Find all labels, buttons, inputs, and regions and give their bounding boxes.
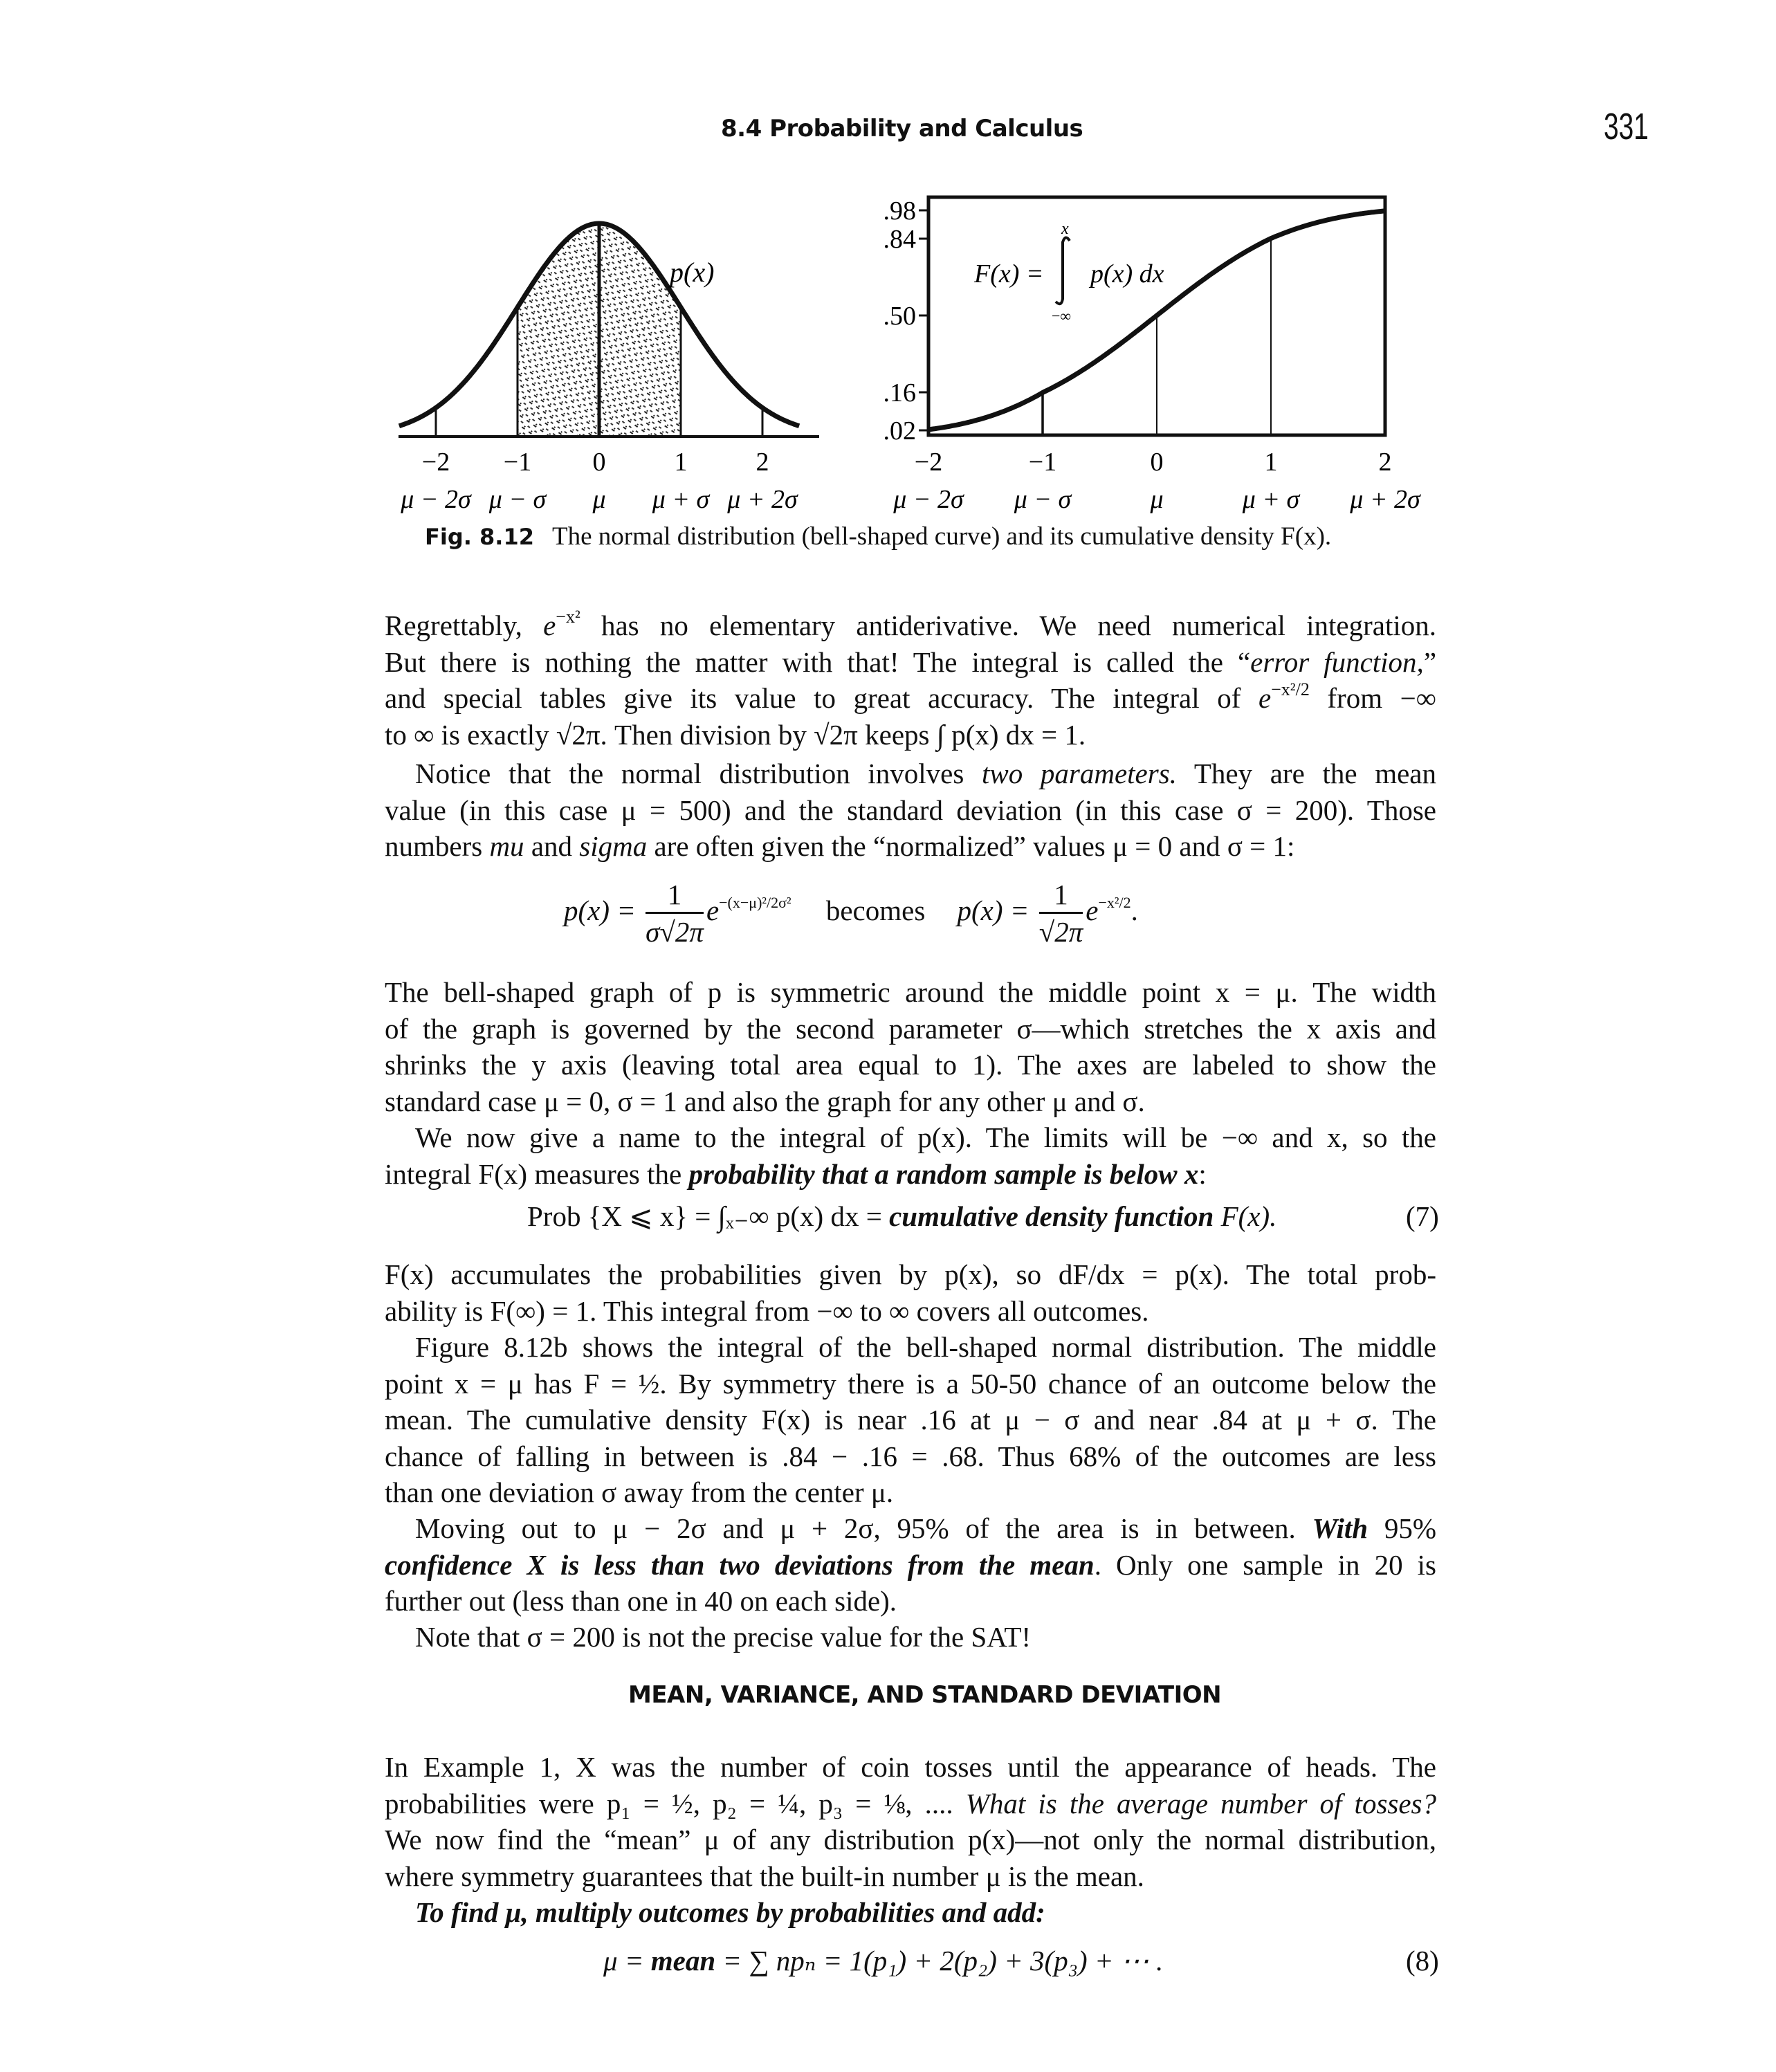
- x-tick-label: 0: [592, 448, 606, 477]
- paragraph-95-percent: Moving out to μ − 2σ and μ + 2σ, 95% of the area is in between. With 95% confidence X is less than two deviations from the mean. Only one sample in 20 is further out (less than one in 40 on each side).: [385, 1512, 1437, 1617]
- paragraph-accumulates: F(x) accumulates the probabilities given by p(x), so dF/dx = p(x). The total prob- ability is F(∞) = 1. This integral from −∞ to ∞ covers all outcomes.: [385, 1258, 1436, 1327]
- x-tick-label: −2: [914, 448, 943, 477]
- x-tick-label: 1: [674, 448, 688, 477]
- figure-caption: [425, 522, 1331, 551]
- integral-sign-icon: [1056, 237, 1070, 304]
- curve-label-px: p(x): [670, 257, 715, 288]
- x-sigma-label: μ − σ: [1014, 485, 1072, 514]
- figure-8-12: [0, 0, 1776, 526]
- y-tick-label: .84: [883, 225, 916, 254]
- equation-number-7: (7): [1406, 1200, 1439, 1232]
- formula-lhs: F(x) =: [974, 259, 1044, 288]
- equation-number-8: (8): [1406, 1945, 1439, 1977]
- paragraph-sat-note: Note that σ = 200 is not the precise value for the SAT!: [415, 1621, 1032, 1653]
- lower-limit: −∞: [1052, 307, 1072, 324]
- equation-normal-density: p(x) = $\frac{1}{\sigma√2\pi}$ $e^{-(x-\mu)^2/2\sigma^2}$ becomes p(x) = $\frac{1}{√2\pi}$ $e^{-x^2/2}$.: [564, 879, 1138, 948]
- paragraph-find-mu: To find μ, multiply outcomes by probabilities and add:: [415, 1896, 1045, 1928]
- paragraph-figure-812b: Figure 8.12b shows the integral of the bell-shaped normal distribution. The middle point x = μ has F = ½. By symmetry there is a 50-50 chance of an outcome below the mean. The cumulative density F(x) is near .16 at μ − σ and near .84 at μ + σ. The chance of falling in between is .84 − .16 = .68. Thus 68% of the outcomes are less than one deviation σ away from the center μ.: [385, 1331, 1436, 1508]
- formula-integrand: p(x) dx: [1090, 259, 1164, 288]
- paragraph-bell-symmetry: The bell-shaped graph of p is symmetric around the middle point x = μ. The width of the graph is governed by the second parameter σ—which stretches the x axis and shrinks the y axis (leaving total area equal to 1). The axes are labeled to show the standard case μ = 0, σ = 1 and also the graph for any other μ and σ.: [385, 976, 1436, 1117]
- cdf-y-ticks: [884, 196, 929, 446]
- x-sigma-label: μ + 2σ: [727, 485, 798, 514]
- paragraph-coin-tosses: In Example 1, X was the number of coin tosses until the appearance of heads. The probabilities were p₁ = ½, p₂ = ¼, p₃ = ⅛, .... What is the average number of tosses? We now find the “mean” μ of any distribution p(x)—not only the normal distribution, where symmetry guarantees that the built-in number μ is the mean.: [385, 1751, 1437, 1892]
- y-tick-label: .50: [883, 302, 916, 331]
- x-tick-label: 2: [1378, 448, 1392, 477]
- x-tick-label: −2: [421, 448, 450, 477]
- y-tick-label: .98: [883, 196, 916, 226]
- page-number: 331: [1604, 106, 1649, 147]
- equation-7: Prob {X ⩽ x} = ∫ₓ₋∞ p(x) dx = cumulative density function F(x).: [527, 1200, 1277, 1232]
- section-heading: MEAN, VARIANCE, AND STANDARD DEVIATION: [628, 1681, 1222, 1709]
- x-sigma-label: μ + σ: [1242, 485, 1300, 514]
- x-tick-label: 1: [1264, 448, 1278, 477]
- paragraph-error-function: Regrettably, $e^{-x^2}$ has no elementary antiderivative. We need numerical integration. But there is nothing the matter with that! The integral is called the “error function,” and special tables give its value to great accuracy. The integral of $e^{-x^2/2}$ from −∞ to ∞ is exactly √2π. Then division by √2π keeps ∫ p(x) dx = 1.: [385, 607, 1437, 751]
- bell-curve-chart: [399, 223, 819, 437]
- equation-8: μ = mean = ∑ npₙ = 1(p₁) + 2(p₂) + 3(p₃) + ⋯ .: [603, 1945, 1164, 1977]
- cdf-chart: [884, 196, 1386, 446]
- upper-limit: x: [1061, 220, 1069, 238]
- x-tick-label: 2: [756, 448, 769, 477]
- y-tick-label: .16: [883, 378, 916, 407]
- x-sigma-label: μ − 2σ: [401, 485, 471, 514]
- y-tick-label: .02: [883, 416, 916, 446]
- figure-label: Fig. 8.12: [425, 524, 534, 550]
- paragraph-integral-name: We now give a name to the integral of p(x). The limits will be −∞ and x, so the integral F(x) measures the probability that a random sample is below x:: [385, 1121, 1436, 1190]
- caption-text: The normal distribution (bell-shaped curve) and its cumulative density F(x).: [551, 522, 1332, 551]
- x-tick-label: −1: [1028, 448, 1057, 477]
- x-sigma-label: μ + σ: [652, 485, 710, 514]
- running-header: 8.4 Probability and Calculus: [721, 115, 1083, 143]
- x-sigma-label: μ + 2σ: [1350, 485, 1420, 514]
- x-tick-label: 0: [1150, 448, 1164, 477]
- x-sigma-label: μ − σ: [488, 485, 547, 514]
- x-sigma-label: μ − 2σ: [893, 485, 964, 514]
- x-sigma-label: μ: [592, 485, 606, 514]
- x-tick-label: −1: [503, 448, 532, 477]
- sigma-vertical-lines: [436, 223, 762, 437]
- paragraph-two-parameters: Notice that the normal distribution involves two parameters. They are the mean value (in this case μ = 500) and the standard deviation (in this case σ = 200). Those numbers mu and sigma are often given the “normalized” values μ = 0 and σ = 1:: [385, 758, 1436, 862]
- x-sigma-label: μ: [1150, 485, 1164, 514]
